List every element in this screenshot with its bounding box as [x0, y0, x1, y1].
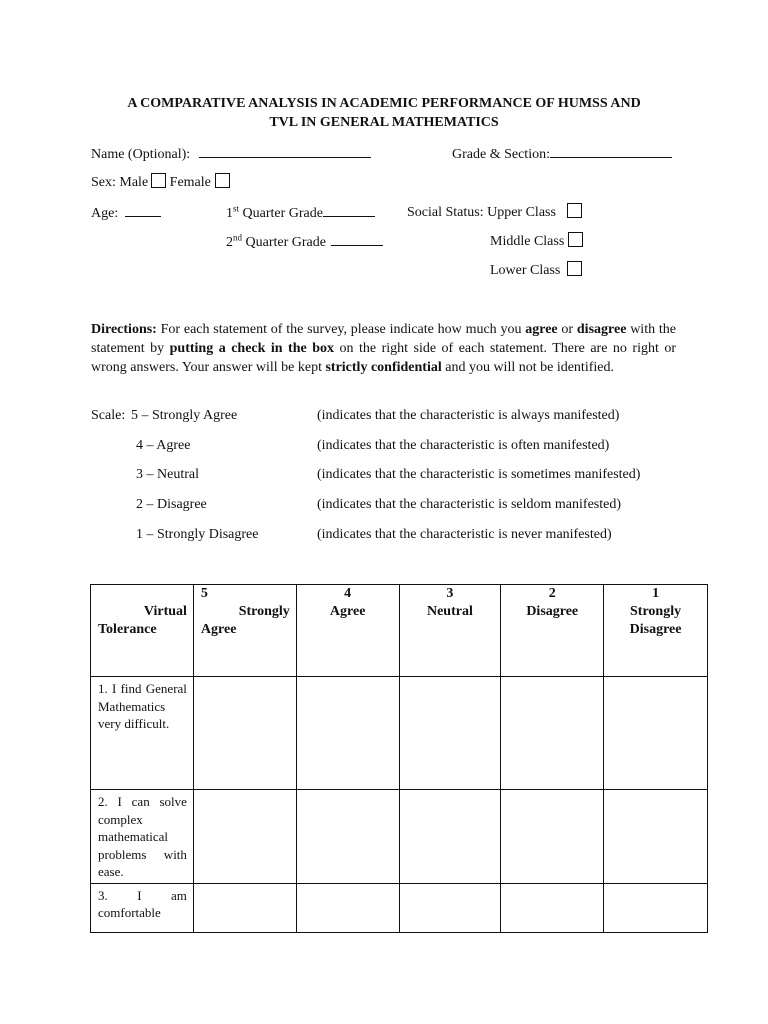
scale-desc-4: (indicates that the characteristic is often manifested) [317, 438, 610, 453]
cell-2-5[interactable] [193, 790, 296, 884]
header-5-label-2: Agree [200, 622, 237, 637]
scale-label-3: 3 – Neutral [136, 467, 199, 482]
survey-table [90, 584, 708, 933]
statement-1: 1. I find General Mathematics very difficult. [91, 677, 194, 790]
cell-2-2[interactable] [501, 790, 604, 884]
header-virtual-label: Virtual [143, 604, 187, 619]
male-label: Sex: Male [91, 175, 149, 190]
lower-class-checkbox[interactable] [567, 261, 582, 276]
header-2-label: Disagree [526, 604, 579, 619]
cell-3-3[interactable] [399, 883, 501, 932]
table-row [91, 790, 708, 884]
second-quarter-ordinal: 2 [226, 235, 233, 250]
middle-class-checkbox[interactable] [568, 232, 583, 247]
header-neutral [399, 585, 501, 677]
header-1-label-1: Strongly [630, 604, 682, 619]
statement-2: 2. I can solve complex mathematical problems with ease. [91, 790, 194, 884]
middle-class-label: Middle Class [490, 234, 565, 249]
cell-3-4[interactable] [296, 883, 399, 932]
directions-text-3: with the statement by [91, 322, 676, 356]
upper-class-row [407, 203, 582, 221]
directions-confidential: strictly confidential [325, 360, 442, 375]
cell-2-3[interactable] [399, 790, 501, 884]
second-quarter-label: Quarter Grade [242, 235, 326, 250]
directions-text-5: and you will not be identified. [441, 360, 614, 375]
grade-section-blank[interactable] [550, 144, 672, 158]
male-checkbox[interactable] [151, 173, 166, 188]
header-strongly-agree [193, 585, 296, 677]
header-5-number: 5 [200, 586, 208, 601]
scale-label-2: 2 – Disagree [136, 497, 207, 512]
scale-prefix: Scale: [91, 408, 126, 423]
scale-desc-2: (indicates that the characteristic is seldom manifested) [317, 497, 621, 512]
first-quarter-blank[interactable] [323, 203, 375, 217]
grade-section-row [452, 144, 672, 163]
scale-desc-3: (indicates that the characteristic is sometimes manifested) [317, 467, 641, 482]
directions-text-4: on the right side of each statement. There are no right or wrong answers. Your answer will be kept [91, 341, 676, 375]
header-5-label-1: Strongly [238, 604, 290, 619]
header-tolerance-label: Tolerance [98, 622, 157, 637]
header-3-label: Neutral [426, 604, 473, 619]
second-quarter-row [226, 232, 383, 251]
cell-2-4[interactable] [296, 790, 399, 884]
table-header-row [91, 585, 708, 677]
first-quarter-row [226, 203, 375, 222]
header-1-label-2: Disagree [629, 622, 682, 637]
social-status-label: Social Status: Upper Class [407, 205, 556, 220]
table-row [91, 883, 708, 932]
table-row [91, 677, 708, 790]
header-virtual-tolerance [91, 585, 194, 677]
scale-label-1: 1 – Strongly Disagree [136, 527, 259, 542]
header-strongly-disagree [604, 585, 708, 677]
cell-1-3[interactable] [399, 677, 501, 790]
scale-desc-1: (indicates that the characteristic is never manifested) [317, 527, 612, 542]
statement-3: 3. I am comfortable [91, 883, 194, 932]
cell-1-4[interactable] [296, 677, 399, 790]
first-quarter-ordinal: 1 [226, 206, 233, 221]
header-3-number: 3 [446, 586, 454, 601]
header-disagree [501, 585, 604, 677]
scale-label-4: 4 – Agree [136, 438, 191, 453]
second-quarter-suffix: nd [233, 232, 242, 243]
female-label: Female [169, 175, 211, 190]
page-title-line-2: TVL IN GENERAL MATHEMATICS [269, 115, 499, 130]
female-checkbox[interactable] [215, 173, 230, 188]
scale-label-5: 5 – Strongly Agree [131, 408, 238, 423]
first-quarter-suffix: st [233, 203, 240, 214]
sex-row [91, 173, 230, 191]
first-quarter-label: Quarter Grade [239, 206, 323, 221]
age-label: Age: [91, 206, 119, 221]
name-blank[interactable] [199, 144, 371, 158]
cell-3-5[interactable] [193, 883, 296, 932]
directions-paragraph [91, 320, 676, 377]
second-quarter-blank[interactable] [331, 232, 383, 246]
cell-3-1[interactable] [604, 883, 708, 932]
name-label: Name (Optional): [91, 147, 191, 162]
directions-label: Directions: [91, 322, 157, 337]
page-title-line-1: A COMPARATIVE ANALYSIS IN ACADEMIC PERFORMANCE OF HUMSS AND [127, 96, 641, 111]
lower-class-row [490, 261, 582, 279]
cell-1-5[interactable] [193, 677, 296, 790]
directions-agree: agree [525, 322, 558, 337]
header-agree [296, 585, 399, 677]
cell-1-1[interactable] [604, 677, 708, 790]
middle-class-row [490, 232, 583, 250]
age-blank[interactable] [125, 203, 161, 217]
cell-3-2[interactable] [501, 883, 604, 932]
header-4-label: Agree [329, 604, 366, 619]
header-2-number: 2 [548, 586, 556, 601]
directions-text-2: or [557, 322, 577, 337]
cell-2-1[interactable] [604, 790, 708, 884]
scale-desc-5: (indicates that the characteristic is always manifested) [317, 408, 620, 423]
header-1-number: 1 [652, 586, 660, 601]
grade-section-label: Grade & Section: [452, 147, 550, 162]
lower-class-label: Lower Class [490, 263, 561, 278]
header-4-number: 4 [344, 586, 352, 601]
upper-class-checkbox[interactable] [567, 203, 582, 218]
age-row [91, 203, 161, 222]
cell-1-2[interactable] [501, 677, 604, 790]
directions-text-1: For each statement of the survey, please indicate how much you [156, 322, 526, 337]
directions-check: putting a check in the box [169, 341, 334, 356]
directions-disagree: disagree [576, 322, 627, 337]
name-field-row [91, 144, 371, 163]
